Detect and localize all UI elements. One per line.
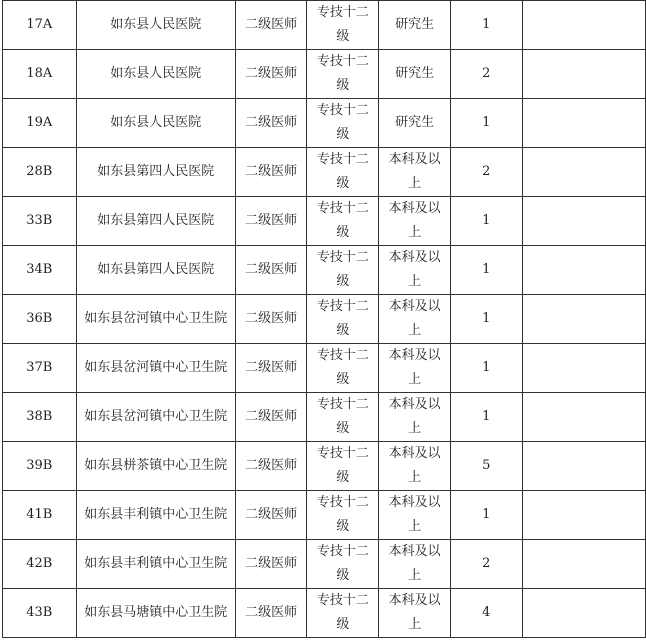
- position-text: 二级医师: [245, 409, 298, 424]
- position-text: 二级医师: [245, 360, 298, 375]
- position-code-text: 42B: [26, 556, 53, 571]
- position-text: 二级医师: [245, 458, 298, 473]
- hospital-text: 如东县人民医院: [110, 66, 202, 81]
- table-row: [3, 393, 646, 442]
- position-code-text: 41B: [26, 507, 53, 522]
- position-cell: [235, 295, 307, 344]
- position-text: 二级医师: [245, 556, 298, 571]
- hospital-text: 如东县人民医院: [110, 115, 202, 130]
- count-cell: [450, 148, 522, 197]
- education-cell: [379, 295, 451, 344]
- position-code-text: 28B: [26, 164, 53, 179]
- level-text: 专技十二级: [316, 250, 369, 289]
- position-code-text: 43B: [26, 605, 53, 620]
- hospital-cell: [76, 442, 235, 491]
- level-text: 专技十二级: [316, 446, 369, 485]
- position-code-cell: [3, 491, 77, 540]
- position-code-cell: [3, 295, 77, 344]
- position-code-text: 39B: [26, 458, 53, 473]
- count-text: 1: [482, 311, 491, 326]
- count-cell: [450, 442, 522, 491]
- hospital-text: 如东县马塘镇中心卫生院: [84, 605, 228, 620]
- table-row: [3, 50, 646, 99]
- hospital-cell: [76, 148, 235, 197]
- level-text: 专技十二级: [316, 201, 369, 240]
- level-text: 专技十二级: [316, 544, 369, 583]
- hospital-cell: [76, 1, 235, 50]
- notes-cell: [522, 393, 645, 442]
- notes-cell: [522, 1, 645, 50]
- position-text: 二级医师: [245, 115, 298, 130]
- education-cell: [379, 197, 451, 246]
- hospital-text: 如东县栟茶镇中心卫生院: [84, 458, 228, 473]
- notes-cell: [522, 540, 645, 589]
- level-text: 专技十二级: [316, 495, 369, 534]
- table-row: [3, 344, 646, 393]
- count-text: 5: [482, 458, 491, 473]
- position-text: 二级医师: [245, 262, 298, 277]
- education-text: 本科及以上: [388, 495, 441, 534]
- table-row: [3, 540, 646, 589]
- education-cell: [379, 99, 451, 148]
- education-cell: [379, 393, 451, 442]
- position-code-text: 36B: [26, 311, 53, 326]
- notes-cell: [522, 589, 645, 638]
- education-text: 本科及以上: [388, 397, 441, 436]
- level-cell: [307, 1, 379, 50]
- position-text: 二级医师: [245, 507, 298, 522]
- education-text: 研究生: [395, 115, 435, 130]
- position-cell: [235, 99, 307, 148]
- table-body: [3, 1, 646, 638]
- count-cell: [450, 1, 522, 50]
- count-cell: [450, 589, 522, 638]
- position-code-text: 17A: [26, 17, 53, 32]
- table-row: [3, 442, 646, 491]
- hospital-cell: [76, 246, 235, 295]
- education-cell: [379, 1, 451, 50]
- hospital-cell: [76, 540, 235, 589]
- count-text: 1: [482, 360, 491, 375]
- notes-cell: [522, 50, 645, 99]
- education-text: 本科及以上: [388, 250, 441, 289]
- position-code-cell: [3, 540, 77, 589]
- education-cell: [379, 148, 451, 197]
- hospital-cell: [76, 589, 235, 638]
- hospital-text: 如东县人民医院: [110, 17, 202, 32]
- notes-cell: [522, 197, 645, 246]
- position-text: 二级医师: [245, 17, 298, 32]
- count-cell: [450, 99, 522, 148]
- level-cell: [307, 442, 379, 491]
- level-cell: [307, 540, 379, 589]
- level-text: 专技十二级: [316, 397, 369, 436]
- position-code-text: 34B: [26, 262, 53, 277]
- position-cell: [235, 589, 307, 638]
- level-cell: [307, 99, 379, 148]
- count-text: 1: [482, 409, 491, 424]
- position-cell: [235, 491, 307, 540]
- position-code-cell: [3, 99, 77, 148]
- position-code-text: 33B: [26, 213, 53, 228]
- notes-cell: [522, 148, 645, 197]
- hospital-text: 如东县第四人民医院: [97, 213, 215, 228]
- notes-cell: [522, 246, 645, 295]
- count-cell: [450, 197, 522, 246]
- position-code-cell: [3, 344, 77, 393]
- level-cell: [307, 197, 379, 246]
- education-text: 本科及以上: [388, 544, 441, 583]
- education-text: 本科及以上: [388, 201, 441, 240]
- hospital-text: 如东县岔河镇中心卫生院: [84, 360, 228, 375]
- position-cell: [235, 442, 307, 491]
- level-cell: [307, 246, 379, 295]
- hospital-text: 如东县岔河镇中心卫生院: [84, 409, 228, 424]
- education-cell: [379, 442, 451, 491]
- position-code-text: 18A: [26, 66, 53, 81]
- level-cell: [307, 393, 379, 442]
- education-text: 本科及以上: [388, 593, 441, 632]
- education-cell: [379, 540, 451, 589]
- count-text: 2: [482, 66, 491, 81]
- position-cell: [235, 246, 307, 295]
- level-cell: [307, 491, 379, 540]
- hospital-cell: [76, 50, 235, 99]
- position-text: 二级医师: [245, 66, 298, 81]
- position-text: 二级医师: [245, 164, 298, 179]
- position-cell: [235, 540, 307, 589]
- level-text: 专技十二级: [316, 103, 369, 142]
- position-code-text: 37B: [26, 360, 53, 375]
- education-cell: [379, 246, 451, 295]
- education-text: 本科及以上: [388, 446, 441, 485]
- education-cell: [379, 344, 451, 393]
- education-text: 本科及以上: [388, 152, 441, 191]
- count-text: 4: [482, 605, 491, 620]
- notes-cell: [522, 442, 645, 491]
- position-code-cell: [3, 393, 77, 442]
- hospital-cell: [76, 491, 235, 540]
- education-text: 研究生: [395, 17, 435, 32]
- level-text: 专技十二级: [316, 593, 369, 632]
- table-row: [3, 589, 646, 638]
- level-cell: [307, 50, 379, 99]
- hospital-cell: [76, 344, 235, 393]
- notes-cell: [522, 491, 645, 540]
- notes-cell: [522, 99, 645, 148]
- position-code-text: 38B: [26, 409, 53, 424]
- hospital-text: 如东县丰利镇中心卫生院: [84, 507, 228, 522]
- level-cell: [307, 344, 379, 393]
- count-cell: [450, 50, 522, 99]
- table-row: [3, 1, 646, 50]
- position-cell: [235, 344, 307, 393]
- level-text: 专技十二级: [316, 299, 369, 338]
- count-text: 1: [482, 213, 491, 228]
- position-cell: [235, 393, 307, 442]
- position-code-cell: [3, 1, 77, 50]
- position-text: 二级医师: [245, 311, 298, 326]
- position-code-text: 19A: [26, 115, 53, 130]
- hospital-text: 如东县丰利镇中心卫生院: [84, 556, 228, 571]
- hospital-text: 如东县第四人民医院: [97, 164, 215, 179]
- notes-cell: [522, 344, 645, 393]
- position-cell: [235, 1, 307, 50]
- level-text: 专技十二级: [316, 54, 369, 93]
- count-text: 2: [482, 556, 491, 571]
- hospital-cell: [76, 197, 235, 246]
- count-cell: [450, 295, 522, 344]
- count-cell: [450, 344, 522, 393]
- hospital-cell: [76, 295, 235, 344]
- position-cell: [235, 148, 307, 197]
- count-cell: [450, 491, 522, 540]
- level-text: 专技十二级: [316, 348, 369, 387]
- table-row: [3, 295, 646, 344]
- count-cell: [450, 540, 522, 589]
- education-cell: [379, 491, 451, 540]
- level-cell: [307, 295, 379, 344]
- position-code-cell: [3, 148, 77, 197]
- level-cell: [307, 148, 379, 197]
- education-cell: [379, 50, 451, 99]
- table-row: [3, 491, 646, 540]
- table-row: [3, 99, 646, 148]
- count-text: 1: [482, 262, 491, 277]
- level-text: 专技十二级: [316, 152, 369, 191]
- recruitment-table: [2, 0, 646, 638]
- position-code-cell: [3, 197, 77, 246]
- position-code-cell: [3, 50, 77, 99]
- level-text: 专技十二级: [316, 5, 369, 44]
- education-text: 本科及以上: [388, 348, 441, 387]
- count-text: 1: [482, 507, 491, 522]
- position-text: 二级医师: [245, 213, 298, 228]
- hospital-cell: [76, 393, 235, 442]
- table-row: [3, 246, 646, 295]
- position-cell: [235, 50, 307, 99]
- education-text: 本科及以上: [388, 299, 441, 338]
- hospital-text: 如东县岔河镇中心卫生院: [84, 311, 228, 326]
- count-cell: [450, 246, 522, 295]
- table-row: [3, 197, 646, 246]
- position-code-cell: [3, 589, 77, 638]
- position-code-cell: [3, 442, 77, 491]
- count-cell: [450, 393, 522, 442]
- level-cell: [307, 589, 379, 638]
- count-text: 1: [482, 115, 491, 130]
- education-cell: [379, 589, 451, 638]
- position-code-cell: [3, 246, 77, 295]
- count-text: 1: [482, 17, 491, 32]
- position-text: 二级医师: [245, 605, 298, 620]
- count-text: 2: [482, 164, 491, 179]
- education-text: 研究生: [395, 66, 435, 81]
- table-row: [3, 148, 646, 197]
- position-cell: [235, 197, 307, 246]
- hospital-text: 如东县第四人民医院: [97, 262, 215, 277]
- hospital-cell: [76, 99, 235, 148]
- notes-cell: [522, 295, 645, 344]
